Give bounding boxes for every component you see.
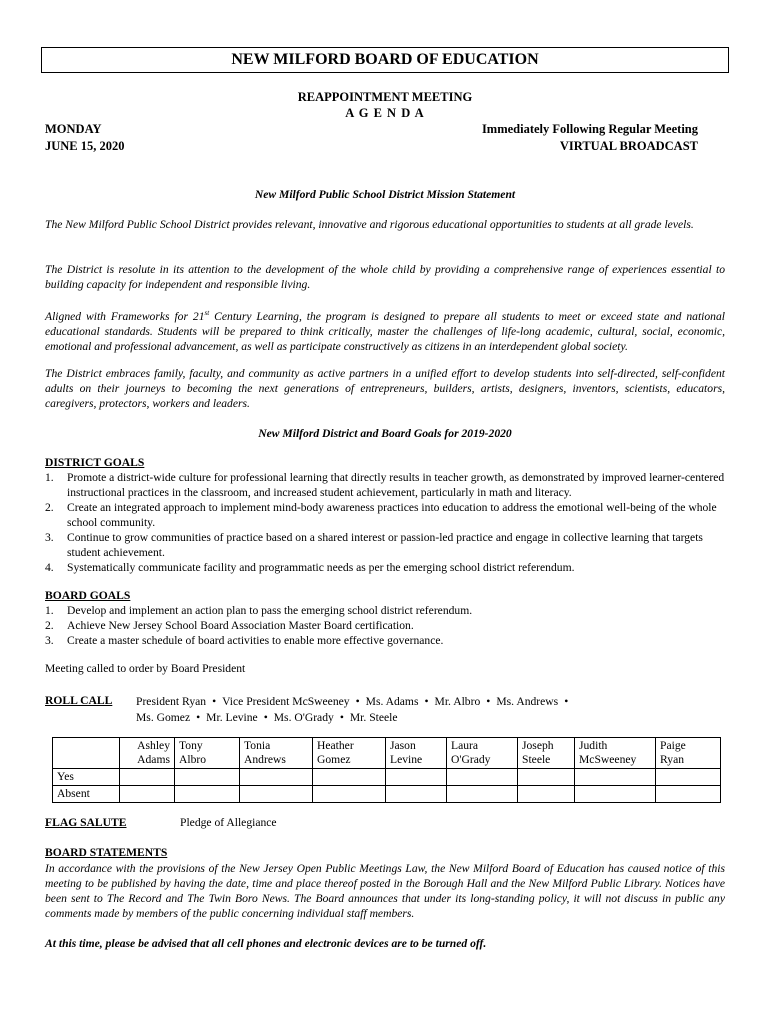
- member-first-name: Heather: [317, 739, 354, 752]
- roll-table-vote-cell: [575, 786, 656, 803]
- flag-salute-text: Pledge of Allegiance: [180, 816, 277, 829]
- roll-table-member-header: [518, 738, 575, 769]
- roll-table-row-label: Yes: [53, 769, 120, 786]
- bullet-separator: •: [486, 695, 491, 708]
- bullet-separator: •: [355, 695, 360, 708]
- mission-paragraph-4: The District embraces family, faculty, and community as active partners in a unified effort to develop students into self-directed, self-confident adults on their journeys to becoming the next generations of entrepreneurs, builders, artists, designers, inventors, scientists, educators, caregivers, protectors, workers and leaders.: [45, 367, 725, 410]
- member-first-name: Joseph: [522, 739, 554, 752]
- roll-table-member-header: [386, 738, 447, 769]
- roll-table-vote-cell: [656, 769, 721, 786]
- meeting-date: JUNE 15, 2020: [45, 139, 125, 153]
- board-item-text: Create a master schedule of board activities to enable more effective governance.: [67, 634, 444, 647]
- devices-notice: At this time, please be advised that all cell phones and electronic devices are to be turned off.: [45, 937, 487, 950]
- roll-table-vote-cell: [175, 786, 240, 803]
- board-item-number: 3.: [45, 634, 54, 647]
- roll-table-vote-cell: [120, 786, 175, 803]
- member-first-name: Laura: [451, 739, 479, 752]
- roll-table-corner: [53, 738, 120, 769]
- roll-table-member-header: [175, 738, 240, 769]
- meeting-called: Meeting called to order by Board President: [45, 662, 246, 675]
- roll-table-vote-cell: [386, 769, 447, 786]
- roll-table-vote-cell: [386, 786, 447, 803]
- roll-table-header-row: [53, 738, 721, 769]
- member-first-name: Judith: [579, 739, 608, 752]
- meeting-day: MONDAY: [45, 122, 102, 136]
- board-item: [45, 633, 727, 648]
- bullet-separator: •: [564, 695, 569, 708]
- roll-table-vote-cell: [575, 769, 656, 786]
- roll-table-vote-cell: [447, 769, 518, 786]
- roll-table-vote-cell: [240, 769, 313, 786]
- bullet-separator: •: [212, 695, 217, 708]
- roll-table-vote-cell: [175, 769, 240, 786]
- roll-call-member: Ms. Adams: [365, 695, 419, 708]
- member-last-name: Andrews: [244, 753, 286, 766]
- board-statements-heading: BOARD STATEMENTS: [45, 846, 168, 859]
- roll-call-member: Ms. Andrews: [496, 695, 559, 708]
- roll-call-member: Vice President McSweeney: [222, 695, 350, 708]
- district-item-text: Systematically communicate facility and programmatic needs as per the emerging school district referendum.: [67, 561, 575, 574]
- roll-table-vote-cell: [120, 769, 175, 786]
- district-goals-heading: DISTRICT GOALS: [45, 456, 145, 469]
- roll-table-member-header: [120, 738, 175, 769]
- roll-call-member: Mr. Albro: [434, 695, 481, 708]
- mission-paragraph-3: Aligned with Frameworks for 21st Century Learning, the program is designed to prepare all students to meet or exceed state and national educational standards. Students will be prepared to think critically, master the challenges of life-long academic, cultural, social, economic, emotional and professional advancement, as well as participate constructively as citizens in an interdependent global society.: [45, 309, 726, 353]
- roll-call-member: Ms. Gomez: [136, 711, 191, 724]
- district-item-number: 3.: [45, 531, 54, 544]
- member-last-name: Ryan: [660, 753, 685, 766]
- member-first-name: Tony: [179, 739, 203, 752]
- flag-salute-label: FLAG SALUTE: [45, 816, 127, 829]
- roll-call-member: President Ryan: [136, 695, 207, 708]
- district-item-text: Create an integrated approach to implement mind-body awareness practices into education to address the emotional well-being of the whole school community.: [67, 501, 717, 529]
- district-item-number: 4.: [45, 561, 54, 574]
- board-item-number: 2.: [45, 619, 54, 632]
- district-item-number: 2.: [45, 501, 54, 514]
- district-item-text: Continue to grow communities of practice based on a shared interest or passion-led practice and engage in collective learning that targets student achievement.: [67, 531, 703, 559]
- roll-table-member-header: [447, 738, 518, 769]
- roll-table-vote-cell: [240, 786, 313, 803]
- mission-paragraph-2: The District is resolute in its attention to the development of the whole child by providing a comprehensive range of experiences essential to building capacity for independent and responsible living.: [45, 263, 725, 291]
- district-item: [45, 530, 727, 560]
- roll-table-member-header: [240, 738, 313, 769]
- board-item: [45, 618, 727, 633]
- board-item-text: Achieve New Jersey School Board Association Master Board certification.: [67, 619, 414, 632]
- board-item-number: 1.: [45, 604, 54, 617]
- roll-call-member: Ms. O'Grady: [273, 711, 334, 724]
- roll-call-table: [52, 737, 721, 803]
- board-item: [45, 603, 727, 618]
- board-statements-text: In accordance with the provisions of the New Jersey Open Public Meetings Law, the New Milford Board of Education has caused notice of this meeting to be published by having the date, time and place thereof posted in the Borough Hall and the New Milford Public Library. Notices have been sent to The Record and The Twin Boro News. The Board announces that under its long-standing policy, it will not discuss in public any comments made by members of the public concerning individual staff members.: [45, 862, 725, 920]
- member-last-name: O'Grady: [451, 753, 491, 766]
- roll-table-row: [53, 786, 721, 803]
- meeting-timing: Immediately Following Regular Meeting: [481, 122, 698, 136]
- district-item-text: Promote a district-wide culture for professional learning that directly results in teacher growth, as demonstrated by improved learner-centered instructional practices in the classroom, and increased student achievement, particularly in math and literacy.: [67, 471, 725, 499]
- roll-call-member: Mr. Levine: [206, 711, 258, 724]
- bullet-separator: •: [424, 695, 429, 708]
- district-item: [45, 470, 727, 500]
- member-first-name: Ashley: [137, 739, 170, 752]
- member-last-name: Steele: [522, 753, 551, 766]
- agenda-label: A G E N D A: [345, 106, 425, 120]
- roll-table-vote-cell: [447, 786, 518, 803]
- roll-table-vote-cell: [518, 786, 575, 803]
- board-title: NEW MILFORD BOARD OF EDUCATION: [41, 47, 729, 73]
- district-item: [45, 500, 727, 530]
- roll-table-row: [53, 769, 721, 786]
- roll-call-label: ROLL CALL: [45, 694, 113, 707]
- board-goals: [45, 588, 727, 648]
- member-last-name: Gomez: [317, 753, 351, 766]
- roll-table-vote-cell: [656, 786, 721, 803]
- board-goals-heading: BOARD GOALS: [45, 589, 131, 602]
- roll-table-member-header: [313, 738, 386, 769]
- member-first-name: Paige: [660, 739, 686, 752]
- roll-table-member-header: [575, 738, 656, 769]
- goals-heading: New Milford District and Board Goals for 2019-2020: [258, 427, 512, 440]
- member-last-name: Albro: [179, 753, 207, 766]
- roll-table-vote-cell: [313, 769, 386, 786]
- roll-call-members: [136, 694, 574, 726]
- board-item-text: Develop and implement an action plan to pass the emerging school district referendum.: [67, 604, 473, 617]
- member-last-name: Levine: [390, 753, 423, 766]
- bullet-separator: •: [196, 711, 201, 724]
- member-last-name: Adams: [137, 753, 170, 766]
- roll-table-member-header: [656, 738, 721, 769]
- roll-table-vote-cell: [518, 769, 575, 786]
- district-goals: [45, 455, 727, 575]
- district-item-number: 1.: [45, 471, 54, 484]
- member-first-name: Jason: [390, 739, 416, 752]
- member-first-name: Tonia: [244, 739, 271, 752]
- district-item: [45, 560, 727, 575]
- bullet-separator: •: [339, 711, 344, 724]
- roll-call-member: Mr. Steele: [349, 711, 398, 724]
- mission-paragraph-1: The New Milford Public School District provides relevant, innovative and rigorous educational opportunities to students at all grade levels.: [45, 218, 694, 231]
- roll-table-row-label: Absent: [53, 786, 120, 803]
- roll-table-vote-cell: [313, 786, 386, 803]
- bullet-separator: •: [263, 711, 268, 724]
- meeting-location: VIRTUAL BROADCAST: [559, 139, 698, 153]
- meeting-type: REAPPOINTMENT MEETING: [297, 90, 473, 104]
- member-last-name: McSweeney: [579, 753, 637, 766]
- mission-heading: New Milford Public School District Mission Statement: [254, 188, 516, 201]
